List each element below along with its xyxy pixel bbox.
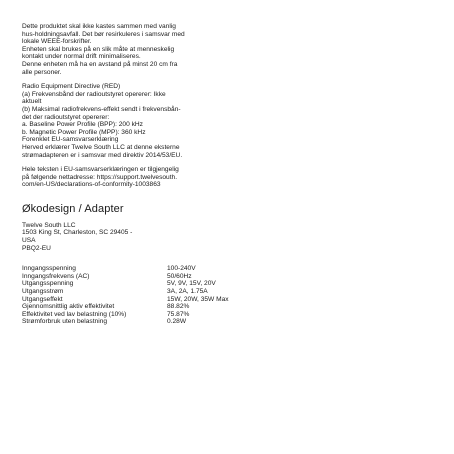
spec-value: 88.82% <box>167 303 190 311</box>
spec-label: Inngangsspenning <box>22 265 76 273</box>
spec-value: 75.87% <box>167 310 190 318</box>
spec-value: 0.28W <box>167 318 187 326</box>
spec-value: 3A, 2A, 1.75A <box>167 288 208 296</box>
spec-row <box>22 280 229 288</box>
section-heading: Økodesign / Adapter <box>22 202 124 215</box>
spec-label: Utgangsstrøm <box>22 288 64 296</box>
spec-label: Strømforbruk uten belastning <box>22 318 108 326</box>
spec-label: Effektivitet ved lav belastning (10%) <box>22 310 127 318</box>
spec-label: Utgangsspenning <box>22 280 74 288</box>
manufacturer-address: Twelve South LLC 1503 King St, Charleston, SC 29405 - USA PBQ2-EU <box>22 221 133 252</box>
document-page <box>22 23 322 326</box>
spec-label: Inngangsfrekvens (AC) <box>22 272 90 280</box>
spec-row <box>22 296 229 304</box>
red-paragraph: Radio Equipment Directive (RED) (a) Frekvensbånd der radioutstyret opererer: Ikke aktuelt (b) Maksimal radiofrekvens-effekt sendt i frekvensbån- det der radioutstyret opererer: a. Baseline Power Profile (BPP): 200 kHz b. Magnetic Power Profile (MPP): 360 kHz Forenklet EU-samsvarserklæring Herved erklærer Twelve South LLC at denne eksterne strømadapteren er i samsvar med direktiv 2014/53/EU. <box>22 83 183 159</box>
spec-table <box>22 265 229 326</box>
declaration-paragraph: Hele teksten i EU-samsvarserklæringen er tilgjengelig på følgende nettadresse: https://support.twelvesouth. com/en-US/declarations-of-conformity-1003863 <box>22 166 179 189</box>
spec-value: 5V, 9V, 15V, 20V <box>167 280 216 288</box>
spec-row <box>22 273 229 281</box>
spec-row <box>22 288 229 296</box>
spec-value: 15W, 20W, 35W Max <box>167 295 229 303</box>
spec-label: Utgangseffekt <box>22 295 63 303</box>
spec-value: 50/60Hz <box>167 272 192 280</box>
disposal-paragraph: Dette produktet skal ikke kastes sammen med vanlig hus-holdningsavfall. Det bør resirkuleres i samsvar med lokale WEEE-forskrifter. Enheten skal brukes på en slik måte at menneskelig kontakt under normal drift minimaliseres. Denne enheten må ha en avstand på minst 20 cm fra alle personer. <box>22 23 185 76</box>
spec-row <box>22 265 229 273</box>
spec-label: Gjennomsnittlig aktiv effektivitet <box>22 303 115 311</box>
spec-row <box>22 311 229 319</box>
spec-row <box>22 318 229 326</box>
spec-value: 100-240V <box>167 265 196 273</box>
spec-row <box>22 303 229 311</box>
